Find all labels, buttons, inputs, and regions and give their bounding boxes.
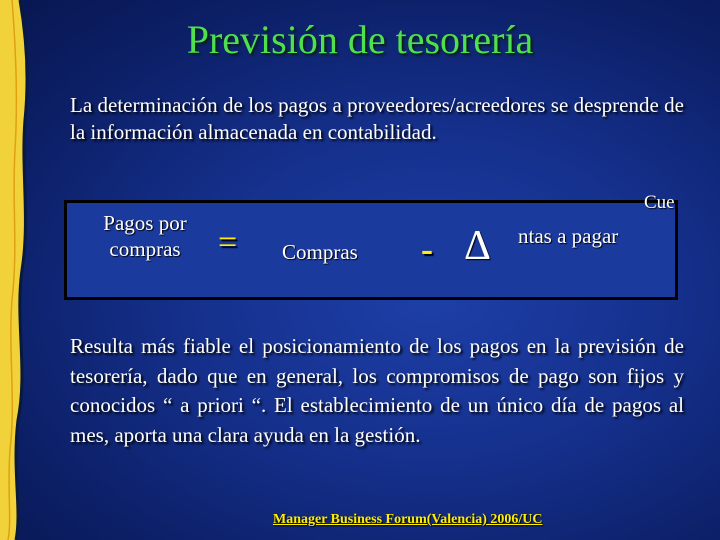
body-paragraph: Resulta más fiable el posicionamiento de los pagos en la previsión de tesorería, dado que en general, los compromisos de pago son fijos y conocidos “ a priori “. El establecimiento de un único día de pagos al mes, aporta una clara ayuda en la gestión. bbox=[70, 334, 684, 447]
formula-cuentas-a-pagar: ntas a pagar bbox=[518, 224, 619, 248]
side-ribbon-decoration bbox=[0, 0, 34, 540]
formula-minus-sign: - bbox=[421, 229, 433, 269]
formula-delta-symbol: Δ bbox=[464, 223, 492, 269]
formula-compras: Compras bbox=[282, 240, 358, 264]
footer-link[interactable]: Manager Business Forum(Valencia) 2006/UC bbox=[273, 512, 543, 527]
formula-cuentas-fragment: Cue bbox=[644, 192, 675, 213]
slide-title: Previsión de tesorería bbox=[186, 17, 534, 62]
formula-pagos-por-compras: Pagos por compras bbox=[103, 211, 187, 261]
formula-equals-sign: = bbox=[218, 224, 238, 261]
intro-paragraph: La determinación de los pagos a proveedores/acreedores se desprende de la información almacenada en contabilidad. bbox=[70, 93, 684, 144]
